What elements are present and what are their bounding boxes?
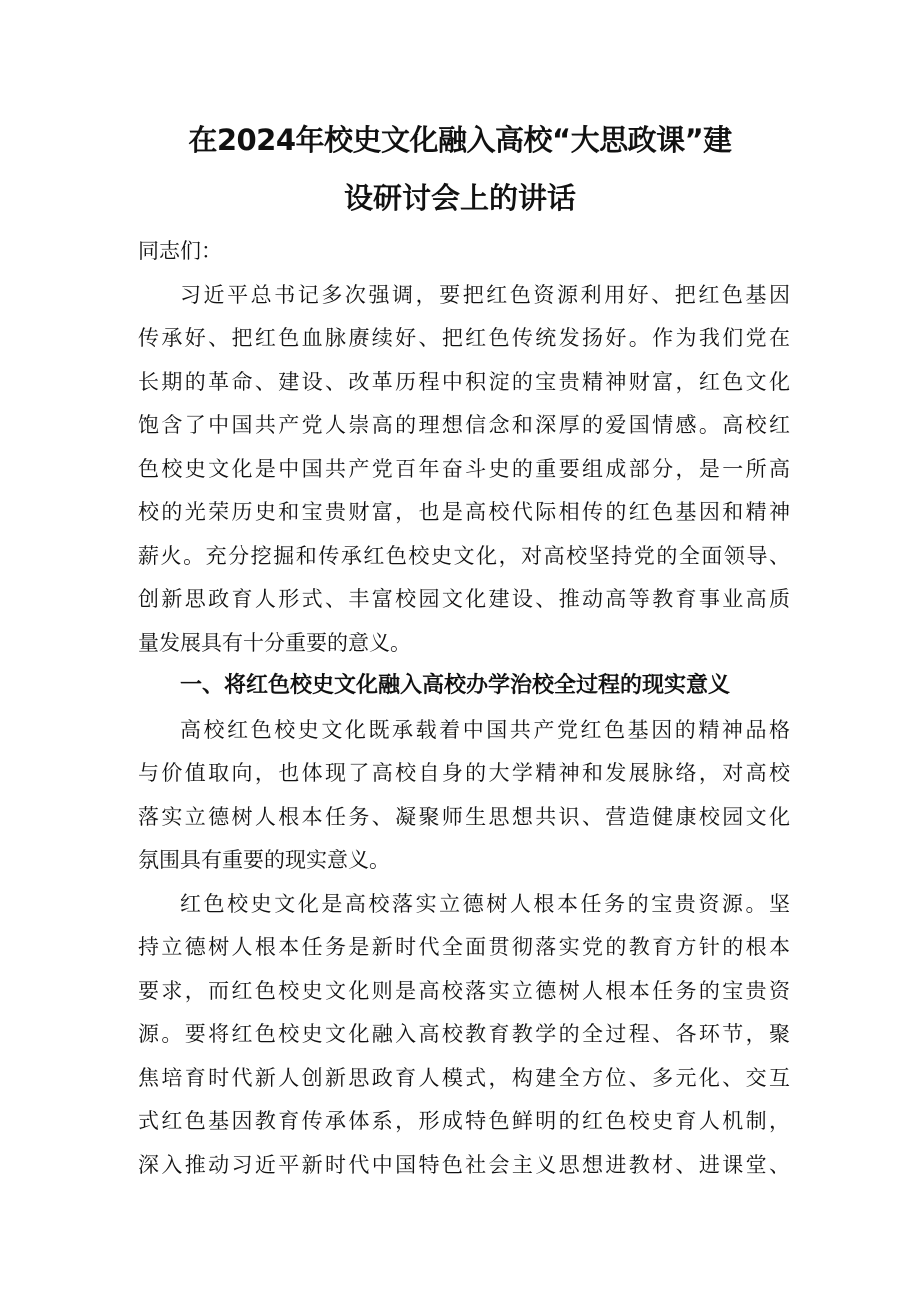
- body-line: 习近平总书记多次强调，要把红色资源利用好、把红色基因: [180, 283, 790, 307]
- body-line: 氛围具有重要的现实意义。: [138, 848, 390, 872]
- body-line: 焦培育时代新人创新思政育人模式，构建全方位、多元化、交互: [138, 1066, 790, 1090]
- body-line: 长期的革命、建设、改革历程中积淀的宝贵精神财富，红色文化: [138, 370, 790, 394]
- body-line: 深入推动习近平新时代中国特色社会主义思想进教材、进课堂、: [138, 1153, 790, 1177]
- body-line: 式红色基因教育传承体系，形成特色鲜明的红色校史育人机制，: [138, 1109, 790, 1133]
- body-line: 饱含了中国共产党人崇高的理想信念和深厚的爱国情感。高校红: [138, 413, 790, 437]
- body-line: 创新思政育人形式、丰富校园文化建设、推动高等教育事业高质: [138, 587, 790, 611]
- salutation: 同志们：: [138, 239, 222, 263]
- body-line: 与价值取向，也体现了高校自身的大学精神和发展脉络，对高校: [138, 761, 790, 785]
- document-title-line-2: 设研讨会上的讲话: [343, 181, 576, 215]
- body-line: 校的光荣历史和宝贵财富，也是高校代际相传的红色基因和精神: [138, 500, 790, 524]
- body-line: 高校红色校史文化既承载着中国共产党红色基因的精神品格: [180, 718, 790, 742]
- body-line: 量发展具有十分重要的意义。: [138, 631, 411, 655]
- body-line: 源。要将红色校史文化融入高校教育教学的全过程、各环节，聚: [138, 1022, 790, 1046]
- body-line: 红色校史文化是高校落实立德树人根本任务的宝贵资源。坚: [180, 892, 790, 916]
- body-line: 传承好、把红色血脉赓续好、把红色传统发扬好。作为我们党在: [138, 326, 790, 350]
- section-heading: 一、将红色校史文化融入高校办学治校全过程的现实意义: [180, 673, 731, 698]
- body-line: 要求，而红色校史文化则是高校落实立德树人根本任务的宝贵资: [138, 979, 790, 1003]
- body-line: 持立德树人根本任务是新时代全面贯彻落实党的教育方针的根本: [138, 935, 790, 959]
- document-title-line-1: 在2024年校史文化融入高校“大思政课”建: [188, 123, 732, 157]
- body-line: 落实立德树人根本任务、凝聚师生思想共识、营造健康校园文化: [138, 805, 790, 829]
- body-line: 色校史文化是中国共产党百年奋斗史的重要组成部分，是一所高: [138, 457, 790, 481]
- body-line: 薪火。充分挖掘和传承红色校史文化，对高校坚持党的全面领导、: [138, 544, 790, 568]
